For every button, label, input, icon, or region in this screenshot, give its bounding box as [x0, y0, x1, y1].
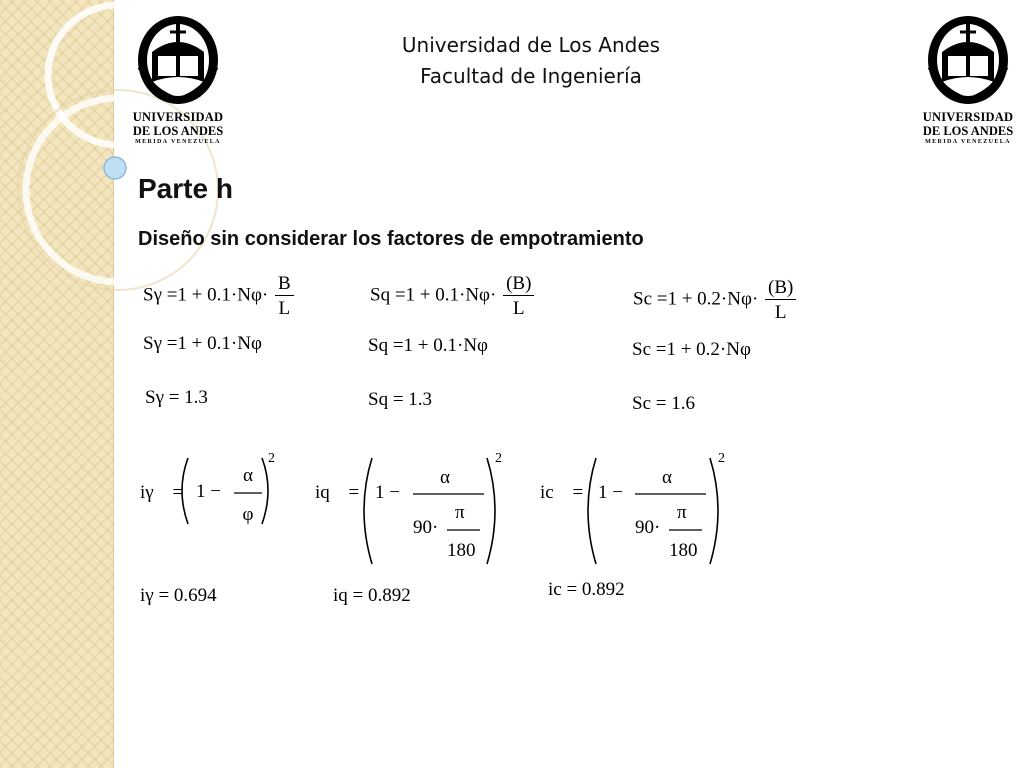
i-q-exponent: 2 [495, 451, 502, 466]
s-c-symbol-3: Sc [632, 393, 651, 414]
i-q-result [333, 586, 411, 605]
i-q-left-paren [364, 458, 372, 564]
s-c-simplified [632, 340, 751, 359]
s-c-fraction [765, 278, 796, 322]
s-c-num: (B) [768, 277, 794, 298]
i-gamma-symbol: iγ [140, 482, 154, 503]
s-gamma-simplified-expr: =1 + 0.1·Nφ [166, 333, 262, 354]
i-c-lhs [540, 483, 583, 502]
i-q-result-value: = 0.892 [352, 585, 411, 606]
university-logo-left [132, 12, 224, 150]
i-c-one-minus: 1 − [598, 482, 623, 503]
logo-line2: DE LOS ANDES [132, 124, 224, 138]
i-gamma-result-value: = 0.694 [158, 585, 217, 606]
ring-dot [104, 157, 126, 179]
s-gamma-result-value: = 1.3 [168, 387, 208, 408]
s-q-result [368, 390, 432, 409]
s-gamma-fraction [275, 274, 294, 318]
i-q-num: α [440, 467, 450, 488]
faculty-name: Facultad de Ingeniería [420, 64, 642, 88]
s-q-prefix: =1 + 0.1·Nφ· [394, 284, 497, 306]
s-gamma-formula [143, 274, 296, 318]
i-q-lhs [315, 483, 359, 502]
i-q-symbol-2: iq [333, 585, 348, 606]
logo-line1: UNIVERSIDAD [922, 110, 1014, 124]
s-c-result [632, 394, 695, 413]
i-c-exponent: 2 [718, 451, 725, 466]
i-gamma-one-minus: 1 − [196, 481, 221, 502]
s-gamma-symbol-3: Sγ [145, 387, 164, 408]
slide-header [300, 30, 762, 92]
i-c-num: α [662, 467, 672, 488]
logo-line3: MERIDA VENEZUELA [925, 139, 1011, 145]
i-gamma-eq: = [172, 482, 184, 503]
i-gamma-lhs [140, 483, 183, 502]
i-q-one-minus: 1 − [375, 482, 400, 503]
i-gamma-result [140, 586, 217, 605]
logo-line2: DE LOS ANDES [922, 124, 1014, 138]
s-q-simplified-expr: =1 + 0.1·Nφ [392, 335, 489, 356]
s-q-symbol: Sq [370, 284, 391, 306]
logo-line3: MERIDA VENEZUELA [135, 139, 221, 145]
s-gamma-symbol: Sγ [143, 284, 162, 306]
i-gamma-den: φ [242, 504, 254, 525]
s-c-formula [633, 278, 798, 322]
s-q-simplified [368, 336, 488, 355]
s-c-symbol: Sc [633, 288, 652, 310]
s-c-symbol-2: Sc [632, 339, 651, 360]
s-q-symbol-2: Sq [368, 335, 389, 356]
logo-line1: UNIVERSIDAD [132, 110, 224, 124]
i-c-den-prefix: 90· [635, 517, 661, 538]
s-q-formula [370, 274, 536, 318]
s-q-symbol-3: Sq [368, 389, 389, 410]
s-gamma-simplified [143, 334, 262, 353]
i-c-den-pi: π [677, 502, 687, 523]
i-c-right-paren [710, 458, 718, 564]
i-q-symbol: iq [315, 482, 330, 503]
s-c-prefix: =1 + 0.2·Nφ· [656, 288, 759, 310]
i-c-result-value: = 0.892 [566, 579, 625, 600]
i-q-right-paren [487, 458, 495, 564]
s-gamma-prefix: =1 + 0.1·Nφ· [166, 284, 269, 306]
i-c-symbol-2: ic [548, 579, 562, 600]
i-gamma-num: α [243, 465, 253, 486]
slide-title: Parte h [138, 173, 233, 204]
s-c-result-value: = 1.6 [655, 393, 695, 414]
i-gamma-symbol-2: iγ [140, 585, 154, 606]
university-logo-right [922, 12, 1014, 150]
s-c-den: L [765, 299, 796, 322]
i-c-eq: = [572, 482, 584, 503]
i-q-den-pi: π [455, 502, 465, 523]
i-gamma-exponent: 2 [268, 451, 275, 466]
university-seal-icon [132, 12, 224, 108]
i-q-den-prefix: 90· [413, 517, 439, 538]
s-q-fraction [503, 274, 534, 318]
s-gamma-result [145, 388, 208, 407]
i-c-symbol: ic [540, 482, 554, 503]
slide-subtitle: Diseño sin considerar los factores de empotramiento [138, 228, 644, 250]
s-c-simplified-expr: =1 + 0.2·Nφ [655, 339, 751, 360]
s-gamma-den: L [275, 295, 294, 318]
s-q-result-value: = 1.3 [392, 389, 433, 410]
i-c-result [548, 580, 625, 599]
s-q-den: L [503, 295, 534, 318]
i-q-eq: = [348, 482, 360, 503]
s-q-num: (B) [506, 273, 532, 294]
s-gamma-num: B [278, 273, 291, 294]
university-name: Universidad de Los Andes [401, 33, 661, 57]
i-gamma-right-paren [262, 458, 268, 524]
i-c-den-180: 180 [669, 540, 698, 561]
university-seal-icon [922, 12, 1014, 108]
i-c-left-paren [588, 458, 596, 564]
s-gamma-symbol-2: Sγ [143, 333, 162, 354]
i-q-den-180: 180 [447, 540, 476, 561]
